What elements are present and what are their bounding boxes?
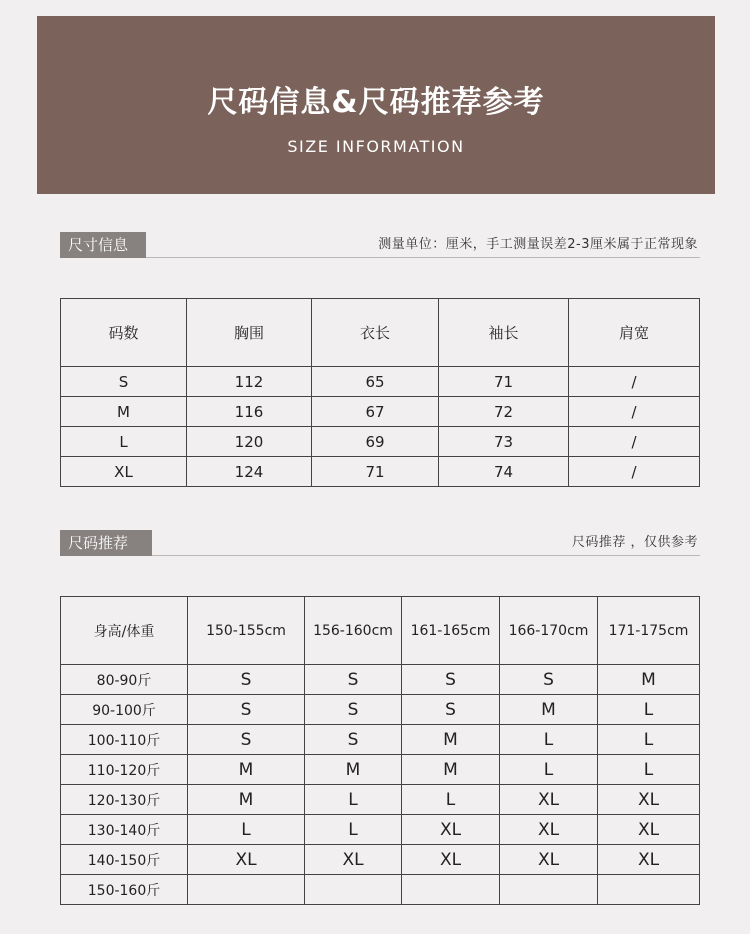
table-row bbox=[61, 665, 700, 695]
header-banner bbox=[37, 16, 715, 194]
header-cell: 161-165cm bbox=[402, 597, 500, 665]
table-cell bbox=[402, 875, 500, 905]
table-row bbox=[61, 695, 700, 725]
table-cell: S bbox=[500, 665, 598, 695]
table-cell: 120 bbox=[187, 427, 312, 457]
header-cell: 衣长 bbox=[312, 299, 439, 367]
weight-cell: 100-110斤 bbox=[61, 725, 188, 755]
table-cell: XL bbox=[402, 845, 500, 875]
size-info-tag: 尺寸信息 bbox=[60, 232, 146, 258]
table-cell: M bbox=[598, 665, 700, 695]
table-cell: XL bbox=[500, 785, 598, 815]
table-row bbox=[61, 457, 700, 487]
table-cell bbox=[598, 875, 700, 905]
table-cell: 71 bbox=[439, 367, 569, 397]
table-cell: M bbox=[402, 725, 500, 755]
table-cell: XL bbox=[188, 845, 305, 875]
table-cell: 116 bbox=[187, 397, 312, 427]
page-title: 尺码信息&尺码推荐参考 bbox=[207, 85, 545, 120]
table-cell: 65 bbox=[312, 367, 439, 397]
table-cell: L bbox=[500, 725, 598, 755]
table-cell: S bbox=[188, 725, 305, 755]
table-cell: M bbox=[305, 755, 402, 785]
header-cell: 肩宽 bbox=[569, 299, 700, 367]
size-info-section-header bbox=[60, 232, 700, 258]
header-cell: 150-155cm bbox=[188, 597, 305, 665]
weight-cell: 130-140斤 bbox=[61, 815, 188, 845]
table-cell: 112 bbox=[187, 367, 312, 397]
table-cell: L bbox=[598, 755, 700, 785]
table-cell: / bbox=[569, 397, 700, 427]
table-cell: M bbox=[402, 755, 500, 785]
header-cell: 身高/体重 bbox=[61, 597, 188, 665]
size-info-table bbox=[60, 298, 700, 487]
table-cell: XL bbox=[305, 845, 402, 875]
table-cell: S bbox=[402, 695, 500, 725]
size-rec-tag: 尺码推荐 bbox=[60, 530, 152, 556]
table-row bbox=[61, 725, 700, 755]
header-cell: 156-160cm bbox=[305, 597, 402, 665]
table-cell bbox=[305, 875, 402, 905]
size-info-header-row bbox=[61, 299, 700, 367]
table-cell: 72 bbox=[439, 397, 569, 427]
table-cell: XL bbox=[598, 815, 700, 845]
table-row bbox=[61, 397, 700, 427]
table-cell: 74 bbox=[439, 457, 569, 487]
table-cell: / bbox=[569, 457, 700, 487]
table-cell: L bbox=[305, 815, 402, 845]
table-row bbox=[61, 785, 700, 815]
table-cell: XL bbox=[598, 845, 700, 875]
table-row bbox=[61, 815, 700, 845]
table-cell: L bbox=[61, 427, 187, 457]
weight-cell: 120-130斤 bbox=[61, 785, 188, 815]
header-cell: 码数 bbox=[61, 299, 187, 367]
table-cell: XL bbox=[402, 815, 500, 845]
table-cell: S bbox=[188, 695, 305, 725]
size-rec-section-header bbox=[60, 530, 700, 556]
table-cell: 67 bbox=[312, 397, 439, 427]
table-cell: M bbox=[61, 397, 187, 427]
table-cell: M bbox=[188, 755, 305, 785]
table-cell: M bbox=[188, 785, 305, 815]
header-cell: 袖长 bbox=[439, 299, 569, 367]
table-cell: 71 bbox=[312, 457, 439, 487]
size-info-note: 测量单位：厘米，手工测量误差2-3厘米属于正常现象 bbox=[378, 237, 698, 252]
size-rec-table bbox=[60, 596, 700, 905]
table-cell: 73 bbox=[439, 427, 569, 457]
weight-cell: 110-120斤 bbox=[61, 755, 188, 785]
table-row bbox=[61, 845, 700, 875]
table-cell: S bbox=[305, 665, 402, 695]
table-cell: S bbox=[305, 725, 402, 755]
weight-cell: 80-90斤 bbox=[61, 665, 188, 695]
table-cell: L bbox=[188, 815, 305, 845]
table-row bbox=[61, 427, 700, 457]
table-cell: L bbox=[500, 755, 598, 785]
weight-cell: 140-150斤 bbox=[61, 845, 188, 875]
page-subtitle: SIZE INFORMATION bbox=[287, 137, 465, 156]
size-rec-header-row bbox=[61, 597, 700, 665]
table-cell: / bbox=[569, 367, 700, 397]
size-rec-note: 尺码推荐 ，仅供参考 bbox=[571, 535, 698, 550]
weight-cell: 150-160斤 bbox=[61, 875, 188, 905]
header-cell: 166-170cm bbox=[500, 597, 598, 665]
table-cell: S bbox=[305, 695, 402, 725]
table-cell: XL bbox=[598, 785, 700, 815]
table-row bbox=[61, 755, 700, 785]
table-cell: S bbox=[402, 665, 500, 695]
table-cell: XL bbox=[500, 815, 598, 845]
header-cell: 171-175cm bbox=[598, 597, 700, 665]
table-row bbox=[61, 367, 700, 397]
table-cell: M bbox=[500, 695, 598, 725]
table-cell: L bbox=[598, 725, 700, 755]
table-cell: XL bbox=[500, 845, 598, 875]
weight-cell: 90-100斤 bbox=[61, 695, 188, 725]
table-cell: / bbox=[569, 427, 700, 457]
table-cell: L bbox=[598, 695, 700, 725]
table-cell: XL bbox=[61, 457, 187, 487]
table-cell: L bbox=[402, 785, 500, 815]
table-cell: S bbox=[188, 665, 305, 695]
table-cell bbox=[500, 875, 598, 905]
table-cell: 124 bbox=[187, 457, 312, 487]
table-cell: L bbox=[305, 785, 402, 815]
header-cell: 胸围 bbox=[187, 299, 312, 367]
table-cell: 69 bbox=[312, 427, 439, 457]
table-row bbox=[61, 875, 700, 905]
table-cell: S bbox=[61, 367, 187, 397]
table-cell bbox=[188, 875, 305, 905]
